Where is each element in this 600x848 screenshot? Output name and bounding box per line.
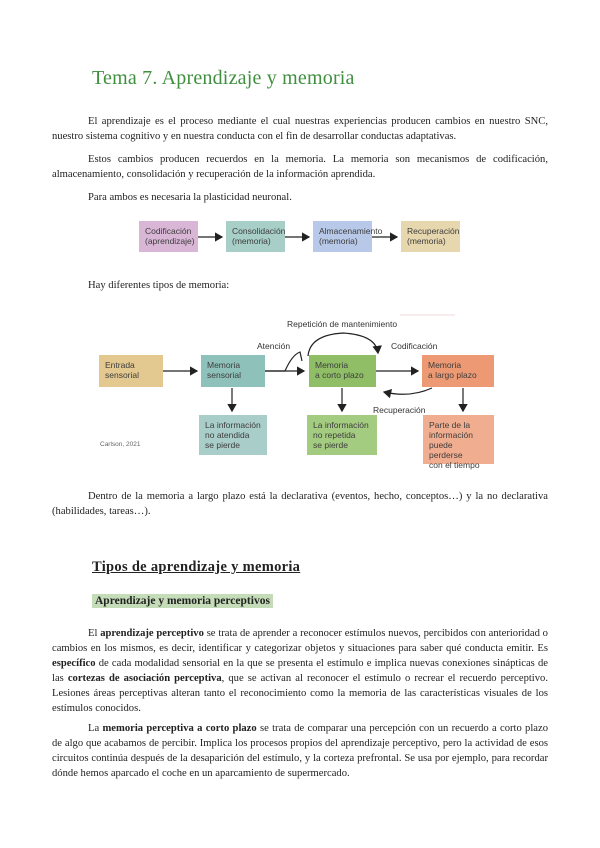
process-step-label: Codificación — [145, 226, 192, 236]
label-encoding: Codificación — [391, 341, 438, 351]
process-step-label: Recuperación — [407, 226, 460, 236]
declarative-paragraph: Dentro de la memoria a largo plazo está la declarativa (eventos, hecho, conceptos…) y la no declarativa (habilidades, tareas…). — [52, 491, 548, 517]
box-line: La información — [313, 420, 369, 430]
box-line: con el tiempo — [429, 460, 480, 470]
figure-credit: Carlson, 2021 — [100, 441, 141, 448]
process-step-label: Almacenamiento — [319, 226, 383, 236]
box-unattended-lost — [199, 415, 267, 455]
page-title: Tema 7. Aprendizaje y memoria — [92, 67, 355, 89]
process-step-sublabel: (aprendizaje) — [145, 236, 195, 246]
text-run: La — [88, 723, 103, 734]
subsection-heading: Aprendizaje y memoria perceptivos — [92, 594, 273, 608]
memory-types-intro: Hay diferentes tipos de memoria: — [88, 280, 230, 291]
box-line: no repetida — [313, 430, 356, 440]
short-term-perceptual-paragraph — [52, 721, 548, 781]
rehearsal-loop — [308, 333, 378, 356]
arrow-retrieval — [384, 388, 432, 394]
box-line: a corto plazo — [315, 370, 364, 380]
intro-paragraph-2: Estos cambios producen recuerdos en la memoria. La memoria son mecanismos de codificación, almacenamiento, consolidación y recuperación de la información aprendida. — [52, 154, 548, 180]
box-line: se pierde — [205, 440, 240, 450]
box-sensory-input — [99, 355, 163, 387]
term-short-term-perceptual-memory: memoria perceptiva a corto plazo — [102, 723, 257, 734]
box-line: La información — [205, 420, 261, 430]
term-specific: específico — [52, 658, 96, 669]
box-line: Memoria — [315, 360, 349, 370]
label-attention: Atención — [257, 341, 291, 351]
box-line: información — [429, 430, 473, 440]
text-run: , que se activan al reconocer el estímulo o recrear el recuerdo perceptivo. Lesiones áreas perceptivas alteran tanto el reconocimiento como la memoria de las características visuales de los estímulos conocidos. — [52, 673, 548, 714]
term-association-cortex: cortezas de asociación perceptiva — [67, 673, 222, 684]
box-unrehearsed-lost — [307, 415, 377, 455]
text-run: se trata de comparar una percepción con un recuerdo a corto plazo de algo que acabamos de percibir. Implica los procesos propios del aprendizaje perceptivo, pero la actividad de esos circuitos continúa después de la desaparición del estímulo, y la corteza prefrontal. Se usa por ejemplo, para recordar dónde hemos aparcado el coche en un aparcamiento de supermercado. — [52, 723, 548, 779]
box-line: Parte de la — [429, 420, 471, 430]
process-step-label: Consolidación — [232, 226, 286, 236]
box-short-term-memory — [309, 355, 376, 387]
intro-paragraph-3: Para ambos es necesaria la plasticidad neuronal. — [88, 192, 292, 203]
box-long-term-loss — [423, 415, 494, 470]
box-line: Entrada — [105, 360, 135, 370]
process-step-sublabel: (memoria) — [407, 236, 446, 246]
box-line: Memoria — [428, 360, 462, 370]
box-line: se pierde — [313, 440, 348, 450]
box-sensory-memory — [201, 355, 265, 387]
attention-line — [265, 352, 302, 371]
process-step-storage — [313, 221, 383, 252]
box-line: a largo plazo — [428, 370, 477, 380]
process-step-retrieval — [401, 221, 460, 252]
section-heading: Tipos de aprendizaje y memoria — [92, 559, 301, 575]
box-long-term-memory — [422, 355, 494, 387]
text-run: de cada modalidad sensorial en la que se presenta el estímulo e implica nuevas conexiones sinápticas de las — [52, 658, 548, 684]
label-retrieval: Recuperación — [373, 405, 426, 415]
box-line: puede perderse — [429, 440, 463, 460]
box-line: no atendida — [205, 430, 250, 440]
process-step-encoding — [139, 221, 198, 252]
perceptual-learning-paragraph — [52, 626, 548, 716]
process-step-consolidation — [226, 221, 285, 252]
text-run: se trata de aprender a reconocer estímulos nuevos, percibidos con anterioridad o cambios en los mismos, es decir, identificar y categorizar objetos y situaciones para saber qué conducta emitir. Es — [52, 628, 548, 654]
box-line: sensorial — [105, 370, 140, 380]
box-line: Memoria — [207, 360, 241, 370]
text-run: El — [88, 628, 101, 639]
process-step-sublabel: (memoria) — [232, 236, 271, 246]
process-step-sublabel: (memoria) — [319, 236, 358, 246]
box-line: sensorial — [207, 370, 242, 380]
intro-paragraph-1: El aprendizaje es el proceso mediante el cual nuestras experiencias producen cambios en nuestro SNC, nuestro sistema cognitivo y en nuestra conducta con el fin de desarrollar conductas adaptativas. — [52, 116, 548, 142]
term-perceptual-learning: aprendizaje perceptivo — [100, 628, 204, 639]
label-rehearsal: Repetición de mantenimiento — [287, 319, 398, 329]
